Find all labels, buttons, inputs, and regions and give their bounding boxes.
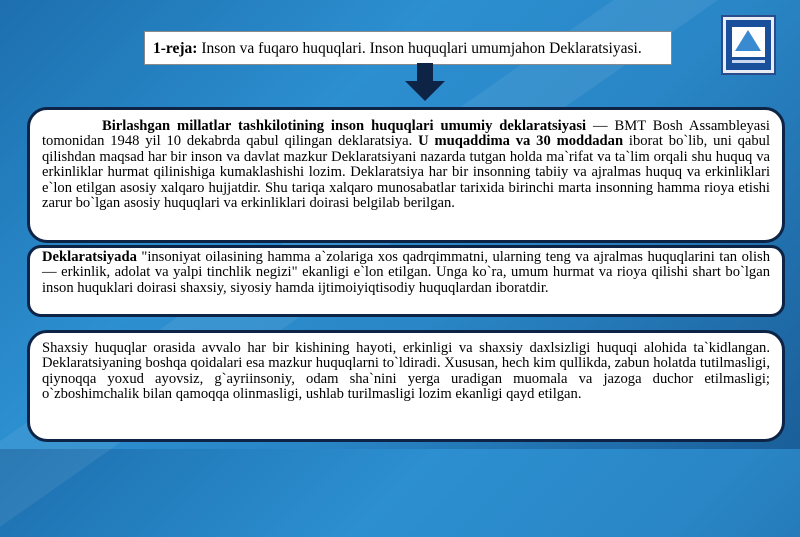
panel2-lead: Deklaratsiyada: [42, 249, 137, 265]
panel1-bold: U muqaddima va 30 moddadan: [418, 133, 624, 150]
panel1-text-a: — BMT Bosh Assambleyasi tomonidan 1948 yil 10 dekabrda qabul qilingan deklaratsiya.: [42, 118, 770, 150]
panel-personal-rights: [27, 330, 785, 442]
title-label: 1-reja:: [153, 40, 198, 57]
panel3-text: Shaxsiy huquqlar orasida avvalo har bir kishining hayoti, erkinligi va shaxsiy daxlsizligi huquqi alohida ta`kidlangan. Deklaratsiyaning boshqa qoidalari esa mazkur huquqlarni to`ldiradi. Xususan, hech kim qullikda, zabun holatda tutilmasligi, qiynoqqa yoxud ayovsiz, g`ayriinsoniy, odam sha`nini yerga uradigan muomala va jazoga duchor etilmasligi; o`zboshimchalik bilan qamoqqa olinmasligi, ushlab turilmasligi lozim ekanligi qayd etilgan.: [42, 340, 770, 403]
slide-title: [144, 31, 672, 65]
panel-declaration-intro: [27, 107, 785, 243]
title-text: Inson va fuqaro huquqlari. Inson huquqlari umumjahon Deklaratsiyasi.: [197, 40, 642, 57]
panel1-lead: Birlashgan millatlar tashkilotining inson huquqlari umumiy deklaratsiyasi: [102, 118, 587, 134]
panel-declaration-content: [27, 245, 785, 317]
arrow-down-icon: [405, 63, 445, 103]
panel1-text: [42, 118, 770, 211]
panel2-text: "insoniyat oilasining hamma a`zolariga xos qadrqimmatni, ularning teng va ajralmas huquqlarini tan olish — erkinlik, adolat va yalpi tinchlik negizi" ekanligi e`lon etilgan. Unga ko`ra, umum hurmat va rioya qilishi shart bo`lgan inson huquklari doirasi shaxsiy, siyosiy hamda ijtimoiyiqtisodiy huquqlardan iboratdir.: [42, 249, 770, 296]
panel1-text-c: iborat bo`lib, uni qabul qilishdan maqsad har bir inson va davlat mazkur Deklaratsiyani nazarda tutgan holda ma`rifat va ta`lim orqali shu huquq va erkinliklar hurmat qilinishiga kumaklashishi lozim. Deklaratsiya har bir insonning tabiiy va ajralmas huquq va erkinliklari e`lon etilgan asosiy xalqaro hujjatdir. Shu tariqa xalqaro munosabatlar tarixida birinchi marta insonning hamma rioya etishi zarur bo`lgan asosiy huquqlari va erkinliklari doirasi belgilab berilgan.: [42, 133, 770, 212]
institution-logo: [721, 15, 776, 75]
